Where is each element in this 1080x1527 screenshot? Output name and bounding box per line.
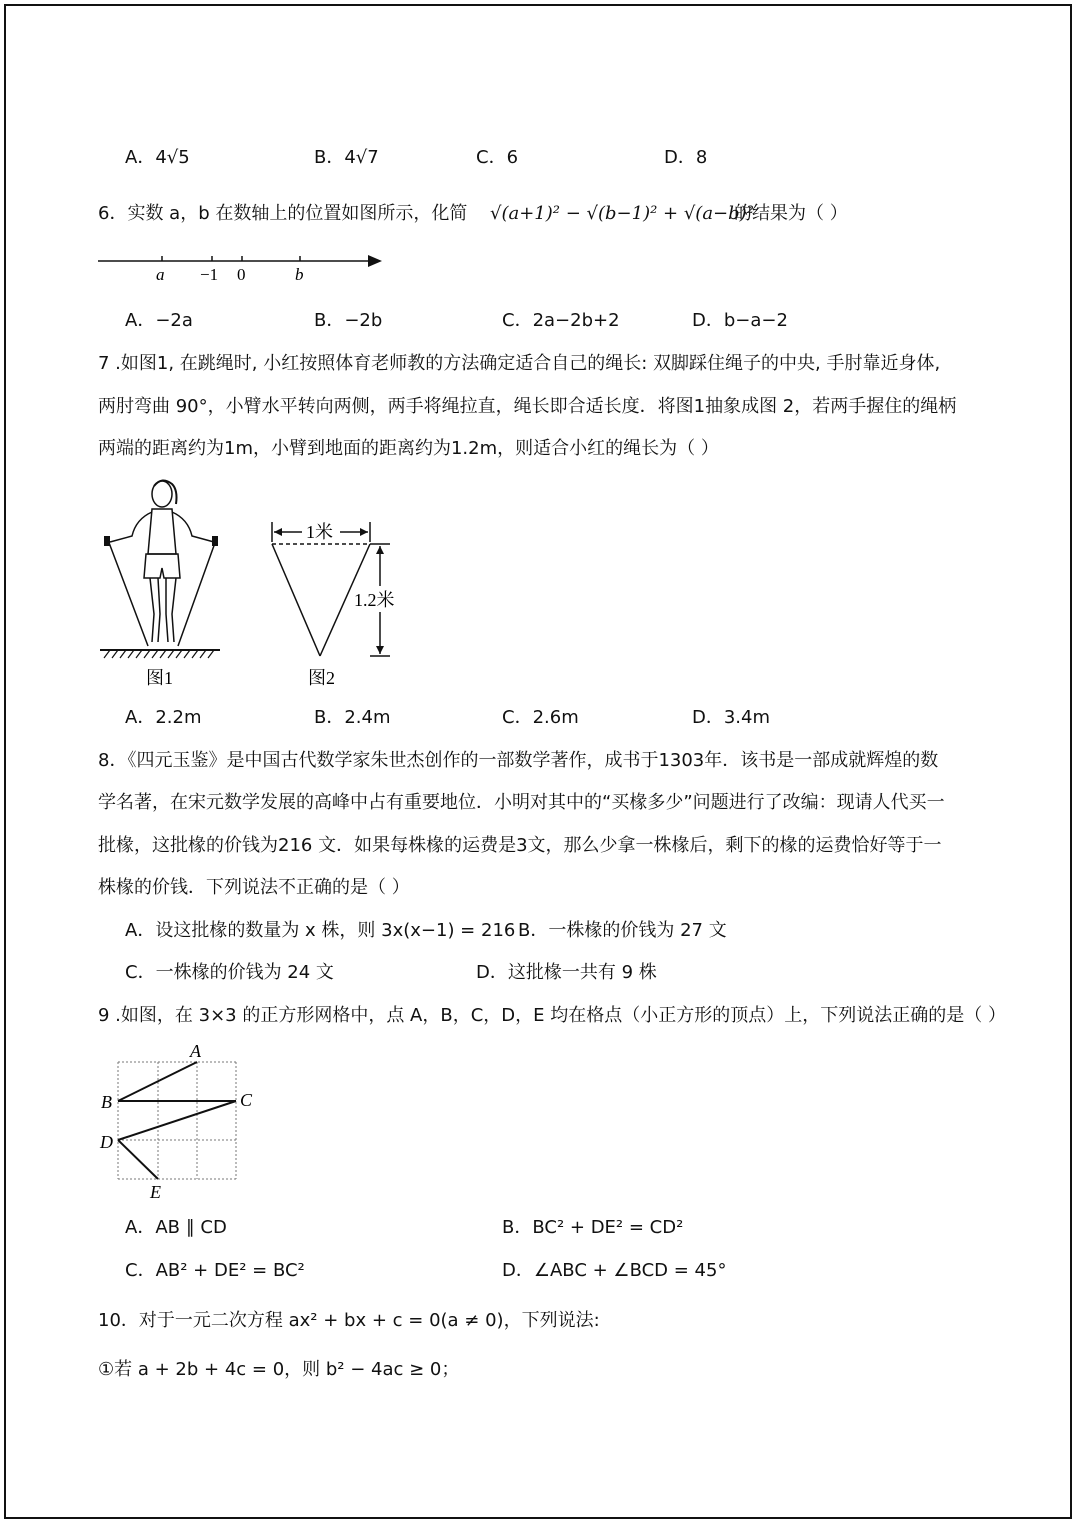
q9-stem: 9 .如图，在 3×3 的正方形网格中，点 A，B，C，D，E 均在格点（小正方形的顶点）上，下列说法正确的是（ ）: [98, 1005, 1006, 1026]
girl-shorts: [144, 554, 180, 578]
q7-option-b: B．2.4m: [314, 707, 391, 728]
girl-hair: [154, 480, 177, 504]
q7-option-d: D．3.4m: [692, 707, 771, 728]
q8-option-a: A．设这批椽的数量为 x 株，则 3x(x−1) = 216: [125, 920, 516, 941]
number-line-figure: [96, 250, 388, 286]
q7-option-c: C．2.6m: [502, 707, 579, 728]
q8-line-3: 批椽，这批椽的价钱为216 文．如果每株椽的运费是3文，那么少拿一株椽后，剩下的椽的运费恰好等于一: [98, 835, 942, 856]
numberline-label-a: a: [156, 265, 165, 284]
girl-torso: [148, 509, 176, 554]
q7-option-a: A．2.2m: [125, 707, 202, 728]
q6-option-d: D．b−a−2: [692, 310, 788, 331]
rope-handle-right: [212, 536, 218, 546]
dim-side-arrow-bottom: [376, 646, 384, 654]
figure-2-height-label: 1.2米: [354, 590, 395, 610]
point-e-label: E: [150, 1182, 161, 1202]
number-line-arrow: [368, 255, 382, 267]
rope-handle-left: [104, 536, 110, 546]
point-b-label: B: [101, 1092, 112, 1112]
girl-right-leg: [166, 578, 176, 642]
q6-option-a: A．−2a: [125, 310, 193, 331]
q7-line-3: 两端的距离约为1m，小臂到地面的距离约为1.2m，则适合小红的绳长为（ ）: [98, 438, 719, 459]
figure-2-caption: 图2: [308, 668, 335, 688]
figure-2-width-label: 1米: [306, 522, 333, 542]
girl-right-arm: [172, 512, 214, 542]
dim-side-arrow-top: [376, 546, 384, 554]
q5-option-a: A．4√5: [125, 147, 190, 168]
numberline-label-minus-one: −1: [200, 265, 219, 284]
q5-option-d: D．8: [664, 147, 708, 168]
ground-hatch: [104, 650, 214, 658]
q9-option-a: A．AB ∥ CD: [125, 1217, 227, 1238]
q8-option-d: D．这批椽一共有 9 株: [476, 962, 657, 983]
q10-stem: 10．对于一元二次方程 ax² + bx + c = 0(a ≠ 0)，下列说法:: [98, 1310, 600, 1331]
triangle-left-side: [272, 544, 320, 656]
q5-option-b: B．4√7: [314, 147, 379, 168]
figure-1-caption: 图1: [146, 668, 173, 688]
q9-option-d: D．∠ABC + ∠BCD = 45°: [502, 1260, 727, 1281]
q5-option-c: C．6: [476, 147, 519, 168]
q10-item-1: ①若 a + 2b + 4c = 0，则 b² − 4ac ≥ 0；: [98, 1359, 460, 1380]
q6-option-c: C．2a−2b+2: [502, 310, 620, 331]
q8-line-4: 株椽的价钱．下列说法不正确的是（ ）: [98, 877, 410, 898]
q8-line-2: 学名著，在宋元数学发展的高峰中占有重要地位．小明对其中的“买椽多少”问题进行了改编：现请人代买一: [98, 792, 945, 813]
figure-1-jump-rope: [96, 474, 226, 692]
point-d-label: D: [100, 1132, 113, 1152]
q6-expression: √(a+1)² − √(b−1)² + √(a−b)²: [490, 203, 754, 224]
point-c-label: C: [240, 1090, 253, 1110]
numberline-label-zero: 0: [237, 265, 246, 284]
point-a-label: A: [190, 1041, 201, 1061]
q9-option-c: C．AB² + DE² = BC²: [125, 1260, 305, 1281]
figure-2-triangle: [266, 516, 416, 692]
segment-de: [118, 1140, 158, 1179]
q8-option-c: C．一株椽的价钱为 24 文: [125, 962, 334, 983]
q6-tail: 的结果为（ ）: [734, 203, 848, 224]
q6-stem: 6．实数 a，b 在数轴上的位置如图所示，化简: [98, 203, 468, 224]
numberline-label-b: b: [295, 265, 304, 284]
q8-line-1: 8．《四元玉鉴》是中国古代数学家朱世杰创作的一部数学著作，成书于1303年．该书是一部成就辉煌的数: [98, 750, 939, 771]
jump-rope: [108, 540, 216, 646]
girl-left-arm: [110, 512, 152, 542]
q8-option-b: B．一株椽的价钱为 27 文: [518, 920, 727, 941]
grid-figure: [96, 1038, 266, 1204]
q6-option-b: B．−2b: [314, 310, 383, 331]
girl-left-leg: [150, 578, 160, 642]
dim-top-arrow-right: [360, 528, 368, 536]
q7-line-2: 两肘弯曲 90°，小臂水平转向两侧，两手将绳拉直，绳长即合适长度．将图1抽象成图 2，若两手握住的绳柄: [98, 396, 957, 417]
q7-line-1: 7 .如图1, 在跳绳时, 小红按照体育老师教的方法确定适合自己的绳长: 双脚踩住绳子的中央, 手肘靠近身体,: [98, 353, 941, 374]
dim-top-arrow-left: [274, 528, 282, 536]
segment-cd: [118, 1101, 236, 1140]
q9-option-b: B．BC² + DE² = CD²: [502, 1217, 684, 1238]
segments: [118, 1062, 236, 1179]
